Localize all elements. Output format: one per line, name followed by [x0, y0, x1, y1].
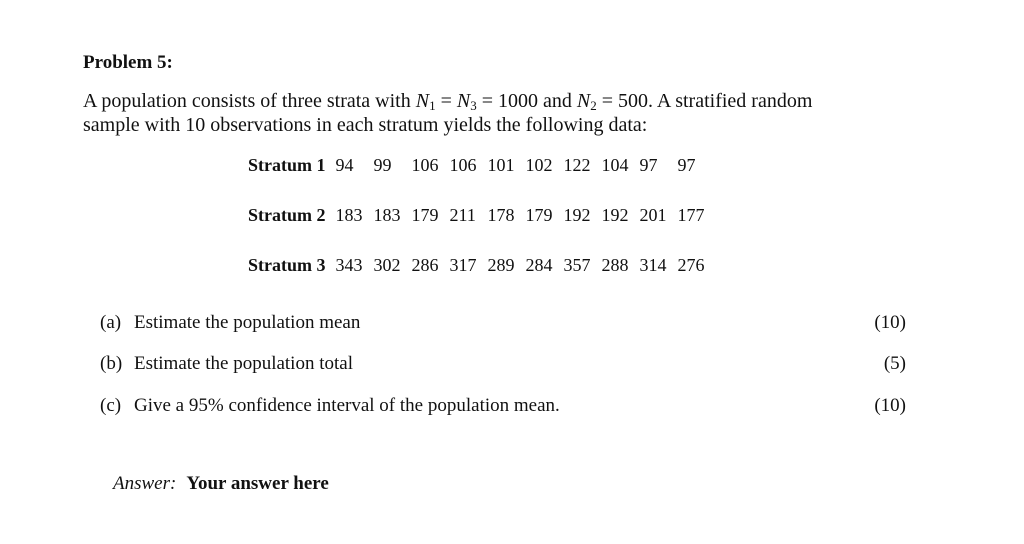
- stratum-value: 183: [373, 205, 401, 225]
- question-points: (10): [874, 395, 906, 416]
- stratum-value: 101: [487, 155, 515, 175]
- stratum-value: 99: [373, 155, 392, 175]
- stratum-value: 179: [411, 205, 439, 225]
- stratum-value: 284: [525, 255, 553, 275]
- question-points: (10): [874, 312, 906, 333]
- stratum-value: 314: [639, 255, 667, 275]
- question-points: (5): [883, 353, 906, 374]
- stratum-value: 122: [563, 155, 591, 175]
- stratum-value: 276: [677, 255, 705, 275]
- stratum-row: [248, 205, 716, 255]
- stratum-value: 179: [525, 205, 553, 225]
- question-tag: (c): [100, 395, 122, 416]
- stratum-value: 102: [525, 155, 553, 175]
- stratum-value: 317: [449, 255, 477, 275]
- stratum-value: 192: [563, 205, 591, 225]
- stratum-value: 288: [601, 255, 629, 275]
- stratum-row: [248, 255, 716, 305]
- stratum-value: 106: [449, 155, 477, 175]
- stratum-value: 104: [601, 155, 629, 175]
- answer-text[interactable]: Your answer here: [186, 473, 329, 494]
- stratum-value: 302: [373, 255, 401, 275]
- strata-data-table: [248, 155, 716, 305]
- answer-label: Answer:: [113, 473, 177, 494]
- stratum-value: 201: [639, 205, 667, 225]
- question-b: [100, 353, 906, 375]
- stratum-value: 286: [411, 255, 439, 275]
- stratum-value: 289: [487, 255, 515, 275]
- problem-statement: A population consists of three strata with $N_1 = N_3 = 1000$ and $N_2 = 500$. A stratified random sample with 10 observations in each stratum yields the following data:: [83, 90, 813, 136]
- stratum-value: 178: [487, 205, 515, 225]
- question-a: [100, 312, 906, 334]
- stratum-value: 192: [601, 205, 629, 225]
- stratum-value: 357: [563, 255, 591, 275]
- stratum-value: 183: [335, 205, 363, 225]
- stratum-row: [248, 155, 716, 205]
- stratum-value: 177: [677, 205, 705, 225]
- question-text: Estimate the population mean: [134, 312, 361, 333]
- stratum-value: 94: [335, 155, 354, 175]
- stratum-value: 106: [411, 155, 439, 175]
- stratum-label: Stratum 1: [248, 155, 326, 175]
- question-c: [100, 395, 906, 417]
- problem-title: Problem 5:: [83, 52, 173, 73]
- question-tag: (b): [100, 353, 123, 374]
- stratum-value: 97: [677, 155, 696, 175]
- stratum-label: Stratum 2: [248, 205, 326, 225]
- answer-area: [113, 473, 329, 495]
- stratum-value: 211: [449, 205, 476, 225]
- question-tag: (a): [100, 312, 122, 333]
- question-text: Give a 95% confidence interval of the population mean.: [134, 395, 560, 416]
- stratum-value: 97: [639, 155, 658, 175]
- stratum-value: 343: [335, 255, 363, 275]
- question-text: Estimate the population total: [134, 353, 353, 374]
- stratum-label: Stratum 3: [248, 255, 326, 275]
